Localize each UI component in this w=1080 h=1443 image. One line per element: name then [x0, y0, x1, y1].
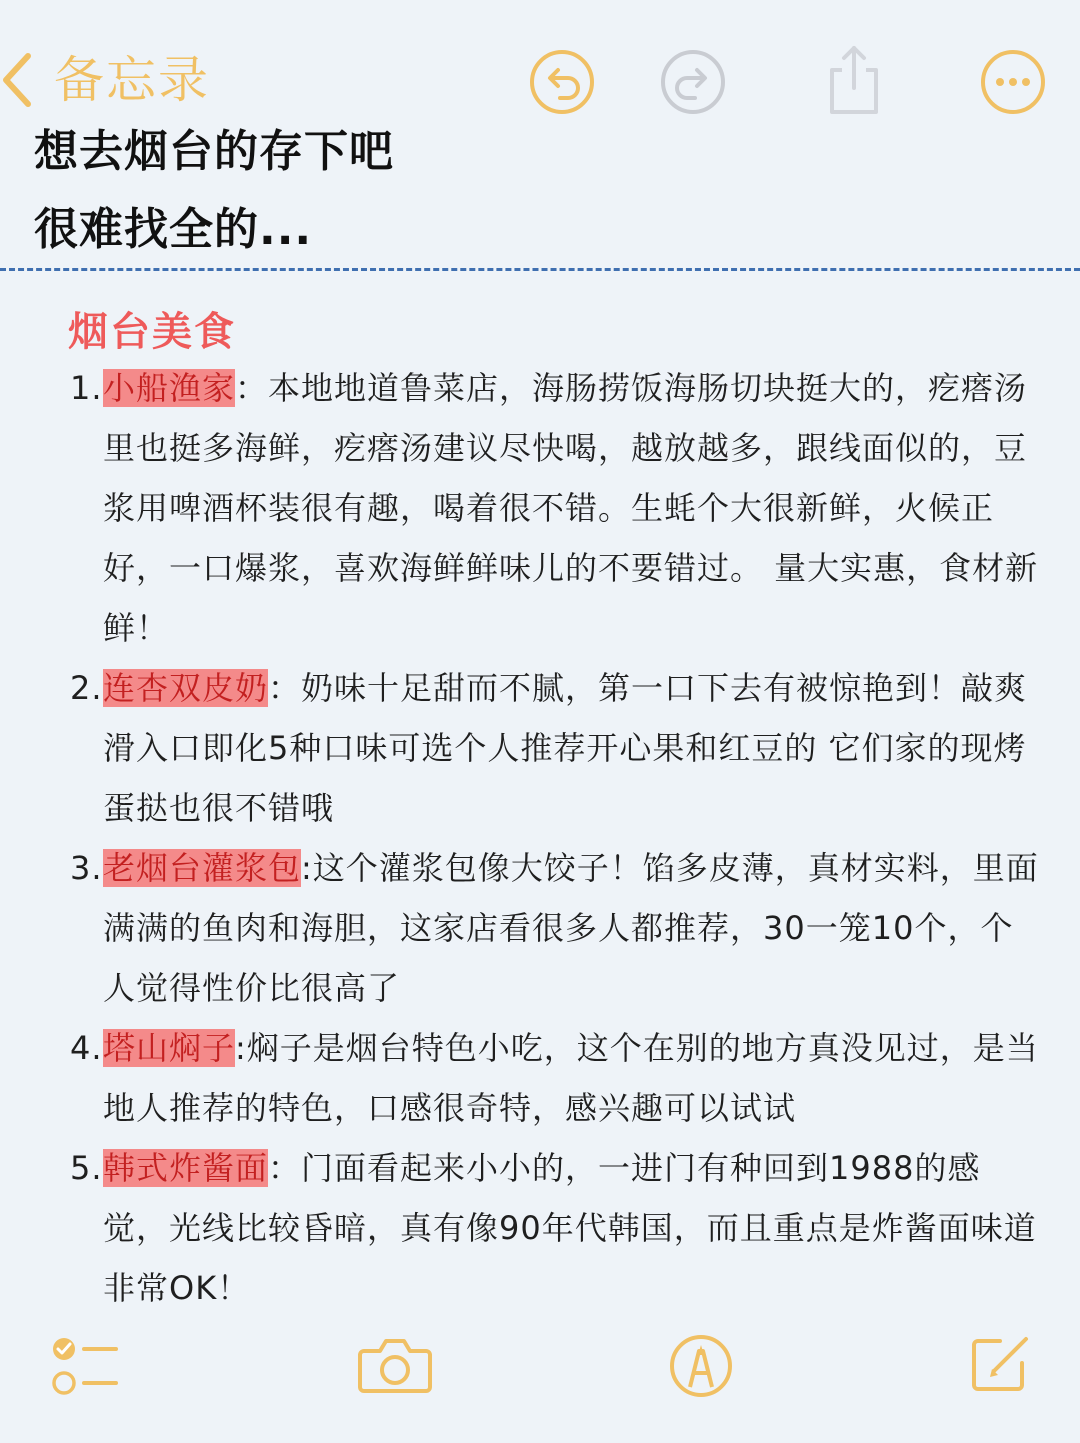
share-button[interactable]	[820, 42, 888, 110]
item-name-highlight: 塔山焖子	[103, 1029, 236, 1067]
back-button[interactable]	[0, 48, 210, 112]
list-item	[0, 838, 1080, 1018]
camera-icon	[358, 1335, 432, 1395]
back-label: 备忘录	[54, 51, 210, 109]
note-title-line-2: 很难找全的...	[34, 204, 313, 255]
undo-button[interactable]	[528, 48, 596, 116]
item-number: 1.	[70, 369, 103, 407]
note-title-line-1: 想去烟台的存下吧	[34, 126, 394, 177]
list-item	[0, 1138, 1080, 1318]
item-number: 4.	[70, 1029, 103, 1067]
redo-icon	[659, 48, 727, 116]
item-name-highlight: 韩式炸酱面	[103, 1149, 269, 1187]
list-item	[0, 658, 1080, 838]
more-button[interactable]	[979, 48, 1047, 116]
checklist-button[interactable]	[50, 1335, 120, 1397]
list-item	[0, 358, 1080, 658]
camera-button[interactable]	[358, 1335, 432, 1395]
undo-icon	[528, 48, 596, 116]
share-icon	[820, 42, 888, 116]
item-number: 5.	[70, 1149, 103, 1187]
item-text: :这个灌浆包像大饺子！馅多皮薄，真材实料，里面满满的鱼肉和海胆，这家店看很多人都推荐，30一笼10个，个人觉得性价比很高了	[103, 849, 1039, 1007]
redo-button[interactable]	[659, 48, 727, 116]
list-item	[0, 1018, 1080, 1138]
item-number: 3.	[70, 849, 103, 887]
compose-icon	[970, 1331, 1034, 1395]
item-name-highlight: 连杏双皮奶	[103, 669, 269, 707]
item-text: ：奶味十足甜而不腻，第一口下去有被惊艳到！敲爽滑入口即化5种口味可选个人推荐开心果和红豆的 它们家的现烤蛋挞也很不错哦	[103, 669, 1028, 827]
item-name-highlight: 老烟台灌浆包	[103, 849, 302, 887]
item-text: ：门面看起来小小的，一进门有种回到1988的感觉，光线比较昏暗，真有像90年代韩国，而且重点是炸酱面味道非常OK！	[103, 1149, 1037, 1307]
top-toolbar	[0, 0, 1080, 120]
more-icon	[979, 48, 1047, 116]
markup-button[interactable]	[668, 1333, 734, 1399]
checklist-icon	[50, 1335, 120, 1397]
section-title: 烟台美食	[68, 309, 236, 355]
item-number: 2.	[70, 669, 103, 707]
food-list	[0, 358, 1080, 1318]
compose-button[interactable]	[970, 1331, 1034, 1395]
item-name-highlight: 小船渔家	[103, 369, 236, 407]
item-text: ：本地地道鲁菜店，海肠捞饭海肠切块挺大的，疙瘩汤里也挺多海鲜，疙瘩汤建议尽快喝，越放越多，跟线面似的，豆浆用啤酒杯装很有趣，喝着很不错。生蚝个大很新鲜，火候正好，一口爆浆，喜欢海鲜鲜味儿的不要错过。 量大实惠，食材新鲜！	[103, 369, 1039, 647]
item-text: :焖子是烟台特色小吃，这个在别的地方真没见过，是当地人推荐的特色，口感很奇特，感兴趣可以试试	[103, 1029, 1039, 1127]
chevron-left-icon	[0, 48, 34, 112]
bottom-toolbar	[0, 1325, 1080, 1435]
dashed-divider	[0, 268, 1080, 271]
markup-pen-icon	[668, 1333, 734, 1399]
